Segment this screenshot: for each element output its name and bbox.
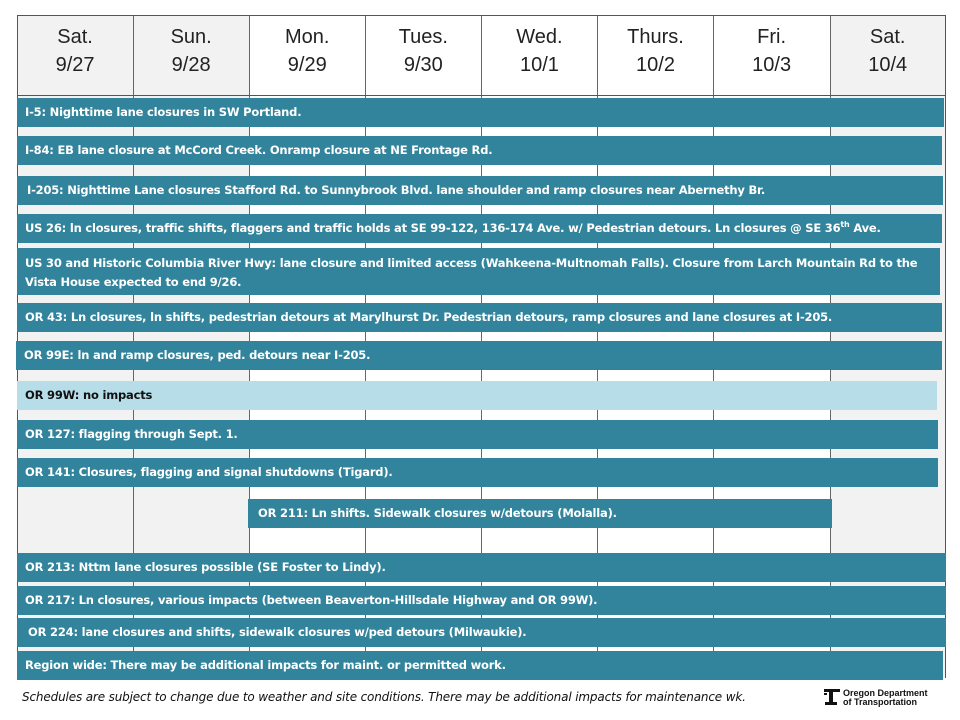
impact-bar-i84 <box>17 136 942 165</box>
day-name: Mon. <box>285 26 330 48</box>
impact-text: I-84: EB lane closure at McCord Creek. Onramp closure at NE Frontage Rd. <box>25 143 493 157</box>
footer-note: Schedules are subject to change due to weather and site conditions. There may be additional impacts for maintenance wk. <box>22 690 746 704</box>
day-date: 10/3 <box>752 54 792 76</box>
impact-text: OR 43: Ln closures, ln shifts, pedestrian detours at Marylhurst Dr. Pedestrian detours, ramp closures and lane closures at I-205. <box>25 310 833 324</box>
impact-bar-or224 <box>17 618 946 647</box>
header-day <box>249 15 365 95</box>
day-date: 9/27 <box>55 54 95 76</box>
day-date: 9/30 <box>403 54 443 76</box>
day-name: Sun. <box>170 26 212 48</box>
day-date: 9/28 <box>171 54 211 76</box>
impact-text: OR 99E: ln and ramp closures, ped. detours near I-205. <box>24 348 371 362</box>
impact-text: OR 141: Closures, flagging and signal shutdowns (Tigard). <box>25 465 393 479</box>
impact-bar-or99e <box>16 341 942 370</box>
impact-text: OR 99W: no impacts <box>25 388 153 402</box>
impact-text: US 26: ln closures, traffic shifts, flaggers and traffic holds at SE 99-122, 136-174 Ave. w/ Pedestrian detours. Ln closures @ SE 36th Ave. <box>25 220 881 235</box>
day-name: Sat. <box>869 26 906 48</box>
odot-logo <box>824 689 928 707</box>
impact-text: OR 213: Nttm lane closures possible (SE Foster to Lindy). <box>25 560 386 574</box>
impact-text: OR 211: Ln shifts. Sidewalk closures w/detours (Molalla). <box>258 506 617 520</box>
impact-bar-region-wide <box>17 651 943 680</box>
impact-bar-or141 <box>17 458 938 487</box>
impact-bar-us26 <box>17 214 942 243</box>
header-day <box>365 15 481 95</box>
impact-bar-or127 <box>17 420 938 449</box>
impact-bar-or213 <box>17 553 946 582</box>
day-name: Tues. <box>398 26 448 48</box>
header-day <box>481 15 597 95</box>
impact-bar-i5 <box>17 98 944 127</box>
impact-bar-or211 <box>248 499 832 528</box>
impact-bar-us30 <box>17 248 940 295</box>
impact-bar-i205 <box>17 176 943 205</box>
impact-bar-or217 <box>17 586 946 615</box>
calendar-header <box>17 15 946 96</box>
logo-line-2: of Transportation <box>843 697 917 707</box>
impact-text: I-205: Nighttime Lane closures Stafford Rd. to Sunnybrook Blvd. lane shoulder and ramp closures near Abernethy Br. <box>27 183 766 197</box>
impact-text: OR 217: Ln closures, various impacts (between Beaverton-Hillsdale Highway and OR 99W). <box>25 593 598 607</box>
day-date: 10/1 <box>519 54 559 76</box>
impact-bar-or43 <box>17 303 942 332</box>
day-name: Sat. <box>57 26 93 48</box>
header-day <box>133 15 249 95</box>
day-date: 10/2 <box>636 54 675 76</box>
header-day <box>597 15 713 95</box>
day-name: Fri. <box>757 26 787 48</box>
day-date: 9/29 <box>287 54 327 76</box>
day-name: Thurs. <box>627 26 684 48</box>
impact-text: OR 224: lane closures and shifts, sidewalk closures w/ped detours (Milwaukie). <box>28 625 527 639</box>
header-day <box>17 15 133 95</box>
impact-text: I-5: Nighttime lane closures in SW Portland. <box>25 105 302 119</box>
logo-line-1: Oregon Department <box>843 688 928 698</box>
impact-text: US 30 and Historic Columbia River Hwy: lane closure and limited access (Wahkeena-Multnomah Falls). Closure from Larch Mountain Rd to the Vista House expected to end 9/26. <box>25 255 918 289</box>
impact-bar-or99w <box>17 381 937 410</box>
odot-logo-icon <box>824 689 840 707</box>
impact-text: Region wide: There may be additional impacts for maint. or permitted work. <box>25 658 506 672</box>
day-name: Wed. <box>516 26 563 48</box>
impact-text: OR 127: flagging through Sept. 1. <box>25 427 238 441</box>
header-day <box>830 15 946 95</box>
header-day <box>714 15 830 95</box>
day-date: 10/4 <box>868 54 908 76</box>
